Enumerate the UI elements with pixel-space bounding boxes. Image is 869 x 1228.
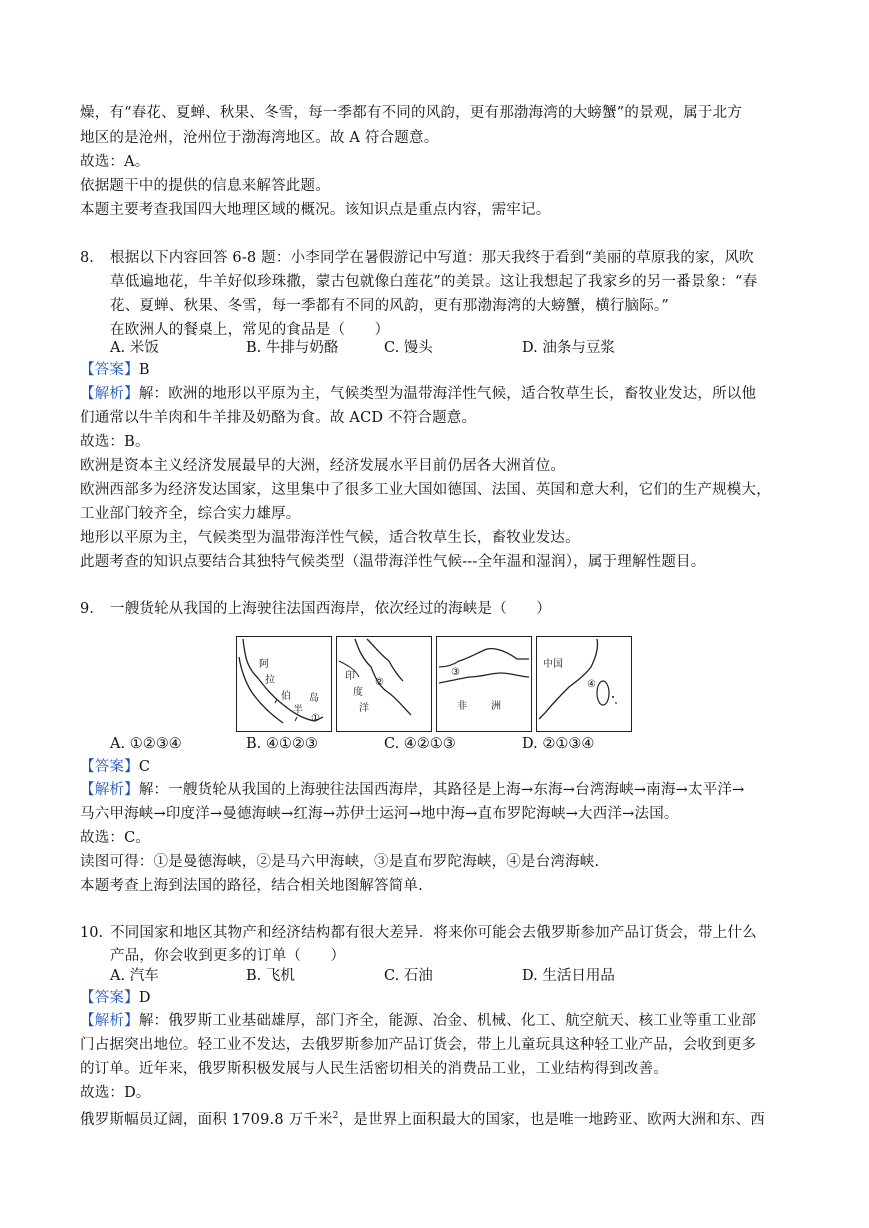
map-label: 岛 xyxy=(309,693,319,704)
answer-tag: 【答案】 xyxy=(80,990,139,1006)
option-d: D. ②①③④ xyxy=(522,736,595,752)
option-c: C. ④②①③ xyxy=(384,736,456,752)
map-malacca xyxy=(336,636,432,732)
option-c: C. 石油 xyxy=(384,968,433,984)
answer-tag: 【答案】 xyxy=(80,362,139,378)
text-line: 本题考查上海到法国的路径，结合相关地图解答简单. xyxy=(80,878,423,894)
text-line: 依据题干中的提供的信息来解答此题。 xyxy=(80,178,330,194)
map-label: 阿 xyxy=(259,659,269,670)
map-label: ④ xyxy=(587,679,596,690)
coastline-drawing xyxy=(337,637,431,731)
text-line: 们通常以牛羊肉和牛羊排及奶酪为食。故 ACD 不符合题意。 xyxy=(80,410,477,426)
question-stem: 花、夏蝉、秋果、冬雪，每一季都有不同的风韵，更有那渤海湾的大螃蟹，横行脑际。” xyxy=(110,298,669,314)
analysis-text: 解：欧洲的地形以平原为主，气候类型为温带海洋性气候，适合牧草生长，畜牧业发达，所以他 xyxy=(138,386,757,402)
text-line: 燥，有“春花、夏蝉、秋果、冬雪，每一季都有不同的风韵，更有那渤海湾的大螃蟹”的景观，属于北方 xyxy=(80,105,743,121)
question-stem: 一艘货轮从我国的上海驶往法国西海岸，依次经过的海峡是（ ） xyxy=(110,601,551,617)
text-line: 故选：A。 xyxy=(80,154,150,170)
answer-value: D xyxy=(138,990,151,1006)
text-line: 故选：C。 xyxy=(80,830,151,846)
map-label: 洲 xyxy=(491,701,501,712)
analysis-tag: 【解析】 xyxy=(80,386,139,402)
map-label: 中国 xyxy=(543,659,563,670)
question-number: 9. xyxy=(80,601,94,617)
map-label: 洋 xyxy=(359,703,369,714)
text-segment: 俄罗斯幅员辽阔，面积 1709.8 万千米 xyxy=(80,1111,333,1128)
map-label: 非 xyxy=(457,701,467,712)
analysis-tag: 【解析】 xyxy=(80,1013,139,1029)
option-c: C. 馒头 xyxy=(384,340,433,356)
coastline-drawing xyxy=(537,637,631,731)
map-label: 伯 xyxy=(281,691,291,702)
coastline-drawing xyxy=(437,637,531,731)
text-line: 此题考查的知识点要结合其独特气候类型（温带海洋性气候---全年温和湿润），属于理解性题目。 xyxy=(80,554,706,570)
text-line: 欧洲是资本主义经济发展最早的大洲，经济发展水平目前仍居各大洲首位。 xyxy=(80,458,566,474)
option-d: D. 生活日用品 xyxy=(522,968,615,984)
map-label: ③ xyxy=(451,667,460,678)
text-line: 工业部门较齐全，综合实力雄厚。 xyxy=(80,506,301,522)
map-arabian-peninsula xyxy=(236,636,332,732)
analysis-tag: 【解析】 xyxy=(80,782,139,798)
question-stem: 根据以下内容回答 6-8 题：小李同学在暑假游记中写道：那天我终于看到“美丽的草原我的家，风吹 xyxy=(110,250,754,266)
question-stem: 产品，你会收到更多的订单（ ） xyxy=(110,948,346,964)
map-label: ① xyxy=(311,713,320,724)
option-a: A. 汽车 xyxy=(110,968,159,984)
analysis-text: 解：俄罗斯工业基础雄厚，部门齐全，能源、冶金、机械、化工、航空航天、核工业等重工业部 xyxy=(138,1013,757,1029)
superscript: 2 xyxy=(332,1111,339,1121)
analysis-line xyxy=(80,384,756,404)
option-a: A. ①②③④ xyxy=(110,736,182,752)
question-stem: 在欧洲人的餐桌上，常见的食品是（ ） xyxy=(110,322,390,338)
option-b: B. ④①②③ xyxy=(246,736,318,752)
answer-value: C xyxy=(138,759,151,775)
text-line: 故选：B。 xyxy=(80,434,150,450)
map-label: ② xyxy=(375,677,384,688)
text-line: 欧洲西部多为经济发达国家，这里集中了很多工业大国如德国、法国、英国和意大利，它们的生产规模大， xyxy=(80,482,771,498)
answer-line xyxy=(80,360,150,380)
map-label: 半 xyxy=(293,705,303,716)
option-a: A. 米饭 xyxy=(110,340,159,356)
analysis-line xyxy=(80,1011,756,1031)
answer-tag: 【答案】 xyxy=(80,759,139,775)
text-line: 地形以平原为主，气候类型为温带海洋性气候，适合牧草生长，畜牧业发达。 xyxy=(80,530,580,546)
question-stem: 草低遍地花，牛羊好似珍珠撒，蒙古包就像白莲花”的美景。这让我想起了我家乡的另一番景象：“春 xyxy=(110,274,758,290)
text-segment: ，是世界上面积最大的国家，也是唯一地跨亚、欧两大洲和东、西 xyxy=(338,1111,765,1128)
map-gibraltar xyxy=(436,636,532,732)
answer-line xyxy=(80,988,151,1008)
question-stem: 不同国家和地区其物产和经济结构都有很大差异．将来你可能会去俄罗斯参加产品订货会，带上什么 xyxy=(110,925,757,941)
analysis-text: 解：一艘货轮从我国的上海驶往法国西海岸，其路径是上海→东海→台湾海峡→南海→太平洋→ xyxy=(138,782,745,798)
question-number: 8. xyxy=(80,250,94,266)
text-line: 马六甲海峡→印度洋→曼德海峡→红海→苏伊士运河→地中海→直布罗陀海峡→大西洋→法国。 xyxy=(80,806,679,822)
text-line: 地区的是沧州，沧州位于渤海湾地区。故 A 符合题意。 xyxy=(80,130,439,146)
analysis-line xyxy=(80,780,744,800)
answer-value: B xyxy=(138,362,150,378)
map-taiwan xyxy=(536,636,632,732)
text-line xyxy=(80,1106,765,1130)
question-number: 10. xyxy=(80,925,104,941)
option-d: D. 油条与豆浆 xyxy=(522,340,615,356)
text-line: 故选：D。 xyxy=(80,1085,151,1101)
map-label: 印 xyxy=(345,671,355,682)
text-line: 本题主要考查我国四大地理区域的概况。该知识点是重点内容，需牢记。 xyxy=(80,202,551,218)
answer-line xyxy=(80,757,150,777)
option-b: B. 飞机 xyxy=(246,968,295,984)
text-line: 读图可得：①是曼德海峡，②是马六甲海峡，③是直布罗陀海峡，④是台湾海峡. xyxy=(80,854,600,870)
map-label: 拉 xyxy=(265,675,275,686)
text-line: 的订单。近年来，俄罗斯积极发展与人民生活密切相关的消费品工业，工业结构得到改善。 xyxy=(80,1061,668,1077)
map-label: 度 xyxy=(353,687,363,698)
text-line: 门占据突出地位。轻工业不发达，去俄罗斯参加产品订货会，带上儿童玩具这种轻工业产品，会收到更多 xyxy=(80,1037,757,1053)
option-b: B. 牛排与奶酪 xyxy=(246,340,339,356)
